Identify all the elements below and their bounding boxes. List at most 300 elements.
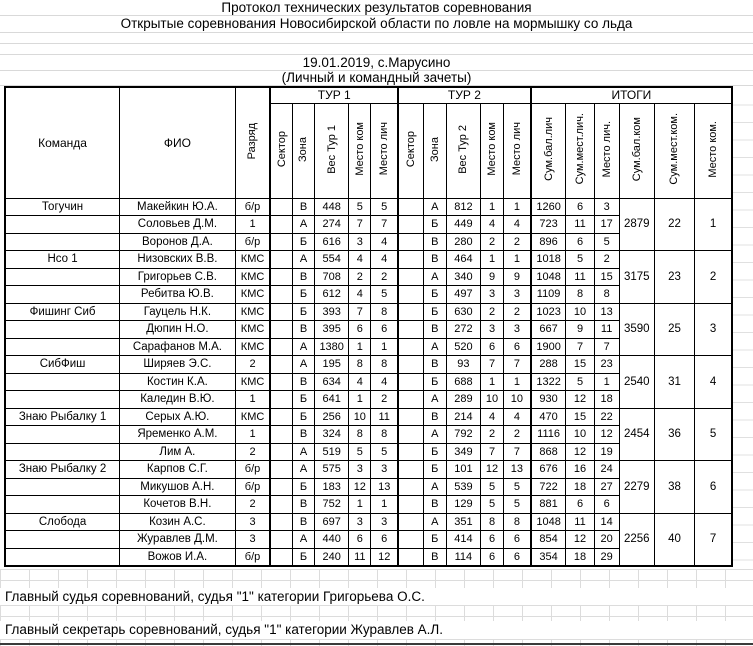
t1-sector-cell <box>270 548 292 566</box>
team-name-cell <box>5 478 120 496</box>
t2-place-team-cell: 7 <box>480 443 503 461</box>
fio-cell: Козин А.С. <box>120 513 236 531</box>
t1-weight-cell: 1380 <box>315 338 349 356</box>
fio-cell: Яременко А.М. <box>120 426 236 444</box>
t2-place-team-cell: 5 <box>480 478 503 496</box>
t2-place-team-cell: 10 <box>480 391 503 409</box>
t2-sector-cell <box>398 461 423 479</box>
t2-place-personal-cell: 13 <box>504 461 531 479</box>
t2-sector-cell <box>398 216 423 234</box>
team-name-cell: Тогучин <box>5 198 120 216</box>
t1-place-team-cell: 3 <box>349 461 371 479</box>
t1-zone-cell: А <box>292 251 314 269</box>
t2-place-personal-cell: 2 <box>504 426 531 444</box>
place-cell: 13 <box>594 303 619 321</box>
result-row <box>5 513 732 531</box>
t2-weight-cell: 129 <box>446 496 480 514</box>
team-name-cell <box>5 233 120 251</box>
t2-weight-cell: 289 <box>446 391 480 409</box>
fio-cell: Григорьев С.В. <box>120 268 236 286</box>
t1-place-team-cell: 4 <box>349 286 371 304</box>
t1-place-personal-cell: 2 <box>371 268 398 286</box>
t2-sector-cell <box>398 268 423 286</box>
t1-zone-cell: А <box>292 461 314 479</box>
t2-place-personal-cell: 5 <box>504 496 531 514</box>
t2-place-personal-cell: 6 <box>504 548 531 566</box>
t2-place-personal-cell: 3 <box>504 286 531 304</box>
t2-place-team-cell: 1 <box>480 373 503 391</box>
sum-places-cell: 6 <box>566 233 594 251</box>
team-sum-score-cell: 2454 <box>619 408 654 461</box>
sum-score-cell: 1018 <box>531 251 566 269</box>
t2-weight-cell: 214 <box>446 408 480 426</box>
rank-cell: 3 <box>235 513 270 531</box>
t1-zone-cell: В <box>292 321 314 339</box>
team-name-cell <box>5 443 120 461</box>
t2-sector-cell <box>398 251 423 269</box>
col-header-sum-places-team: Сум.мест.ком. <box>654 103 694 198</box>
t2-weight-cell: 272 <box>446 321 480 339</box>
bottom-border-line <box>0 643 753 645</box>
t2-weight-cell: 280 <box>446 233 480 251</box>
t1-place-personal-cell: 12 <box>371 548 398 566</box>
t2-sector-cell <box>398 443 423 461</box>
team-sum-places-cell: 23 <box>654 251 694 304</box>
rank-cell: 1 <box>235 216 270 234</box>
t2-place-personal-cell: 4 <box>504 408 531 426</box>
t2-place-team-cell: 12 <box>480 461 503 479</box>
fio-cell: Макейкин Ю.А. <box>120 198 236 216</box>
col-header-team: Команда <box>5 87 120 198</box>
t1-sector-cell <box>270 233 292 251</box>
col-header-t2-place-team: Место ком <box>480 103 503 198</box>
t2-weight-cell: 340 <box>446 268 480 286</box>
sum-score-cell: 1116 <box>531 426 566 444</box>
t1-place-personal-cell: 8 <box>371 303 398 321</box>
t1-zone-cell: А <box>292 216 314 234</box>
sum-score-cell: 1048 <box>531 513 566 531</box>
col-header-place-team: Место ком. <box>695 103 732 198</box>
col-header-t1-weight: Вес Тур 1 <box>315 103 349 198</box>
t2-sector-cell <box>398 478 423 496</box>
results-tbody <box>5 198 732 566</box>
t1-zone-cell: В <box>292 373 314 391</box>
group-header-tour2: ТУР 2 <box>398 87 531 103</box>
sum-score-cell: 1048 <box>531 268 566 286</box>
t1-place-personal-cell: 5 <box>371 198 398 216</box>
t2-sector-cell <box>398 408 423 426</box>
t2-sector-cell <box>398 548 423 566</box>
t1-place-personal-cell: 1 <box>371 496 398 514</box>
t2-place-team-cell: 6 <box>480 338 503 356</box>
rank-cell: КМС <box>235 373 270 391</box>
t2-sector-cell <box>398 338 423 356</box>
t1-sector-cell <box>270 443 292 461</box>
result-row <box>5 198 732 216</box>
t2-sector-cell <box>398 373 423 391</box>
t1-weight-cell: 393 <box>315 303 349 321</box>
t1-sector-cell <box>270 268 292 286</box>
sum-places-cell: 12 <box>566 443 594 461</box>
sum-places-cell: 8 <box>566 286 594 304</box>
rank-cell: 2 <box>235 356 270 374</box>
t1-sector-cell <box>270 216 292 234</box>
t1-weight-cell: 440 <box>315 531 349 549</box>
col-header-t1-place-team: Место ком <box>349 103 371 198</box>
t1-zone-cell: В <box>292 268 314 286</box>
rank-cell: КМС <box>235 251 270 269</box>
t2-zone-cell: А <box>423 198 446 216</box>
t1-weight-cell: 195 <box>315 356 349 374</box>
t1-place-team-cell: 12 <box>349 478 371 496</box>
results-table <box>4 86 733 567</box>
team-place-cell: 7 <box>695 513 732 566</box>
t2-place-team-cell: 6 <box>480 531 503 549</box>
t2-weight-cell: 812 <box>446 198 480 216</box>
t1-sector-cell <box>270 286 292 304</box>
fio-cell: Кочетов В.Н. <box>120 496 236 514</box>
t2-place-team-cell: 3 <box>480 286 503 304</box>
team-place-cell: 6 <box>695 461 732 514</box>
place-cell: 24 <box>594 461 619 479</box>
fio-cell: Костин К.А. <box>120 373 236 391</box>
t1-place-team-cell: 10 <box>349 408 371 426</box>
fio-cell: Дюпин Н.О. <box>120 321 236 339</box>
t1-place-personal-cell: 8 <box>371 356 398 374</box>
rank-cell: б/р <box>235 461 270 479</box>
t1-zone-cell: Б <box>292 286 314 304</box>
fio-cell: Серых А.Ю. <box>120 408 236 426</box>
t2-place-personal-cell: 3 <box>504 321 531 339</box>
t1-zone-cell: Б <box>292 478 314 496</box>
t1-place-personal-cell: 6 <box>371 321 398 339</box>
team-name-cell: Фишинг Сиб <box>5 303 120 321</box>
t2-place-team-cell: 1 <box>480 198 503 216</box>
t1-place-team-cell: 5 <box>349 443 371 461</box>
sum-places-cell: 16 <box>566 461 594 479</box>
t1-sector-cell <box>270 356 292 374</box>
t1-place-personal-cell: 4 <box>371 373 398 391</box>
t2-sector-cell <box>398 356 423 374</box>
fio-cell: Журавлев Д.М. <box>120 531 236 549</box>
team-name-cell: Знаю Рыбалку 1 <box>5 408 120 426</box>
sum-score-cell: 354 <box>531 548 566 566</box>
t1-sector-cell <box>270 531 292 549</box>
t2-weight-cell: 101 <box>446 461 480 479</box>
t2-zone-cell: Б <box>423 531 446 549</box>
t2-place-personal-cell: 4 <box>504 216 531 234</box>
rank-cell: КМС <box>235 338 270 356</box>
sum-score-cell: 470 <box>531 408 566 426</box>
sum-score-cell: 1023 <box>531 303 566 321</box>
team-sum-score-cell: 2256 <box>619 513 654 566</box>
t2-place-team-cell: 3 <box>480 321 503 339</box>
t1-place-personal-cell: 8 <box>371 426 398 444</box>
t2-place-personal-cell: 2 <box>504 303 531 321</box>
t1-sector-cell <box>270 321 292 339</box>
t2-zone-cell: В <box>423 496 446 514</box>
sum-places-cell: 15 <box>566 408 594 426</box>
t1-weight-cell: 697 <box>315 513 349 531</box>
t2-weight-cell: 497 <box>446 286 480 304</box>
fio-cell: Ребитва Ю.В. <box>120 286 236 304</box>
col-header-sum-score-personal: Сум.бал.лич <box>531 103 566 198</box>
sum-places-cell: 11 <box>566 216 594 234</box>
fio-cell: Ширяев Э.С. <box>120 356 236 374</box>
sum-places-cell: 15 <box>566 356 594 374</box>
rank-cell: б/р <box>235 548 270 566</box>
t2-sector-cell <box>398 198 423 216</box>
col-header-t2-zone: Зона <box>423 103 446 198</box>
t1-place-team-cell: 1 <box>349 338 371 356</box>
t1-zone-cell: Б <box>292 233 314 251</box>
t1-weight-cell: 274 <box>315 216 349 234</box>
sum-score-cell: 288 <box>531 356 566 374</box>
t2-place-personal-cell: 9 <box>504 268 531 286</box>
t2-zone-cell: В <box>423 408 446 426</box>
t2-place-personal-cell: 5 <box>504 478 531 496</box>
t1-place-team-cell: 3 <box>349 233 371 251</box>
t2-place-team-cell: 4 <box>480 408 503 426</box>
result-row <box>5 408 732 426</box>
blank-row <box>0 44 753 55</box>
team-sum-score-cell: 2879 <box>619 198 654 251</box>
t1-weight-cell: 752 <box>315 496 349 514</box>
group-header-tour1: ТУР 1 <box>270 87 398 103</box>
t1-sector-cell <box>270 513 292 531</box>
t1-place-team-cell: 2 <box>349 268 371 286</box>
col-header-t1-sector: Сектор <box>270 103 292 198</box>
t2-weight-cell: 351 <box>446 513 480 531</box>
t1-weight-cell: 395 <box>315 321 349 339</box>
t1-place-team-cell: 4 <box>349 373 371 391</box>
footer-area <box>0 569 753 646</box>
sum-places-cell: 5 <box>566 373 594 391</box>
t1-place-personal-cell: 5 <box>371 286 398 304</box>
t2-zone-cell: Б <box>423 303 446 321</box>
team-sum-places-cell: 22 <box>654 198 694 251</box>
t1-sector-cell <box>270 496 292 514</box>
t1-place-team-cell: 7 <box>349 216 371 234</box>
team-name-cell <box>5 548 120 566</box>
t2-zone-cell: А <box>423 513 446 531</box>
sum-score-cell: 1900 <box>531 338 566 356</box>
t1-place-team-cell: 8 <box>349 426 371 444</box>
rank-cell: КМС <box>235 268 270 286</box>
t1-zone-cell: В <box>292 198 314 216</box>
rank-cell: б/р <box>235 233 270 251</box>
sum-places-cell: 12 <box>566 531 594 549</box>
t1-sector-cell <box>270 461 292 479</box>
fio-cell: Карпов С.Г. <box>120 461 236 479</box>
team-place-cell: 2 <box>695 251 732 304</box>
t2-weight-cell: 688 <box>446 373 480 391</box>
t1-place-team-cell: 5 <box>349 198 371 216</box>
t2-place-team-cell: 8 <box>480 513 503 531</box>
place-cell: 12 <box>594 426 619 444</box>
t2-zone-cell: Б <box>423 286 446 304</box>
result-row <box>5 303 732 321</box>
rank-cell: 3 <box>235 531 270 549</box>
t1-weight-cell: 519 <box>315 443 349 461</box>
t1-weight-cell: 575 <box>315 461 349 479</box>
rank-cell: б/р <box>235 478 270 496</box>
team-name-cell <box>5 216 120 234</box>
rank-cell: 1 <box>235 391 270 409</box>
t1-place-team-cell: 3 <box>349 513 371 531</box>
t1-zone-cell: В <box>292 426 314 444</box>
sum-score-cell: 1322 <box>531 373 566 391</box>
t1-zone-cell: Б <box>292 391 314 409</box>
t2-sector-cell <box>398 286 423 304</box>
t1-zone-cell: А <box>292 531 314 549</box>
team-name-cell <box>5 268 120 286</box>
t1-sector-cell <box>270 426 292 444</box>
t1-weight-cell: 641 <box>315 391 349 409</box>
place-cell: 15 <box>594 268 619 286</box>
t1-weight-cell: 554 <box>315 251 349 269</box>
spreadsheet-grid-strip <box>0 569 753 588</box>
t1-zone-cell: Б <box>292 303 314 321</box>
t1-sector-cell <box>270 251 292 269</box>
t2-place-personal-cell: 1 <box>504 373 531 391</box>
t2-weight-cell: 630 <box>446 303 480 321</box>
col-header-sum-score-team: Сум.бал.ком <box>619 103 654 198</box>
t1-weight-cell: 634 <box>315 373 349 391</box>
t1-zone-cell: А <box>292 356 314 374</box>
team-place-cell: 1 <box>695 198 732 251</box>
team-sum-places-cell: 36 <box>654 408 694 461</box>
sum-places-cell: 18 <box>566 548 594 566</box>
result-row <box>5 251 732 269</box>
place-cell: 11 <box>594 321 619 339</box>
date-location: 19.01.2019, с.Марусино <box>0 55 753 71</box>
place-cell: 8 <box>594 286 619 304</box>
t2-place-team-cell: 2 <box>480 303 503 321</box>
place-cell: 7 <box>594 338 619 356</box>
rank-cell: КМС <box>235 286 270 304</box>
t2-place-personal-cell: 7 <box>504 443 531 461</box>
blank-row <box>0 33 753 44</box>
place-cell: 3 <box>594 198 619 216</box>
sum-places-cell: 5 <box>566 251 594 269</box>
t2-place-team-cell: 2 <box>480 426 503 444</box>
place-cell: 29 <box>594 548 619 566</box>
t1-weight-cell: 240 <box>315 548 349 566</box>
place-cell: 22 <box>594 408 619 426</box>
col-header-t1-place-personal: Место лич <box>371 103 398 198</box>
rank-cell: 2 <box>235 443 270 461</box>
col-header-t1-zone: Зона <box>292 103 314 198</box>
team-name-cell <box>5 391 120 409</box>
t1-place-personal-cell: 5 <box>371 443 398 461</box>
t1-weight-cell: 256 <box>315 408 349 426</box>
t1-zone-cell: В <box>292 496 314 514</box>
sum-places-cell: 6 <box>566 198 594 216</box>
t2-zone-cell: В <box>423 548 446 566</box>
t2-zone-cell: А <box>423 338 446 356</box>
chief-secretary-line: Главный секретарь соревнований, судья "1" категории Журавлев А.Л. <box>0 621 753 639</box>
t1-place-personal-cell: 4 <box>371 251 398 269</box>
place-cell: 20 <box>594 531 619 549</box>
place-cell: 19 <box>594 443 619 461</box>
team-place-cell: 3 <box>695 303 732 356</box>
team-name-cell <box>5 286 120 304</box>
t2-zone-cell: А <box>423 478 446 496</box>
t1-place-team-cell: 1 <box>349 391 371 409</box>
sum-score-cell: 868 <box>531 443 566 461</box>
sum-score-cell: 896 <box>531 233 566 251</box>
result-row <box>5 356 732 374</box>
sum-score-cell: 854 <box>531 531 566 549</box>
t1-place-personal-cell: 2 <box>371 391 398 409</box>
t1-zone-cell: А <box>292 338 314 356</box>
team-sum-places-cell: 25 <box>654 303 694 356</box>
spreadsheet-grid-strip <box>0 605 753 621</box>
t1-place-team-cell: 6 <box>349 531 371 549</box>
team-name-cell <box>5 338 120 356</box>
place-cell: 1 <box>594 373 619 391</box>
t1-zone-cell: В <box>292 513 314 531</box>
t2-sector-cell <box>398 426 423 444</box>
team-place-cell: 4 <box>695 356 732 409</box>
t1-weight-cell: 324 <box>315 426 349 444</box>
sum-score-cell: 667 <box>531 321 566 339</box>
t2-zone-cell: А <box>423 391 446 409</box>
protocol-title: Протокол технических результатов соревнования <box>0 0 753 16</box>
t1-place-personal-cell: 3 <box>371 513 398 531</box>
team-name-cell: Нсо 1 <box>5 251 120 269</box>
header-group-row <box>5 87 732 103</box>
t1-weight-cell: 708 <box>315 268 349 286</box>
t1-weight-cell: 448 <box>315 198 349 216</box>
t1-sector-cell <box>270 373 292 391</box>
sum-places-cell: 7 <box>566 338 594 356</box>
t2-weight-cell: 93 <box>446 356 480 374</box>
t1-place-personal-cell: 4 <box>371 233 398 251</box>
t2-place-team-cell: 4 <box>480 216 503 234</box>
fio-cell: Каледин В.Ю. <box>120 391 236 409</box>
t1-zone-cell: Б <box>292 408 314 426</box>
fio-cell: Низовских В.В. <box>120 251 236 269</box>
sum-places-cell: 11 <box>566 513 594 531</box>
place-cell: 5 <box>594 233 619 251</box>
table-header <box>5 87 732 198</box>
rank-cell: КМС <box>235 303 270 321</box>
t2-zone-cell: А <box>423 426 446 444</box>
t2-place-personal-cell: 6 <box>504 531 531 549</box>
sum-places-cell: 18 <box>566 478 594 496</box>
t1-place-personal-cell: 1 <box>371 338 398 356</box>
subtitle: (Личный и командный зачеты) <box>0 71 753 86</box>
t2-weight-cell: 414 <box>446 531 480 549</box>
team-name-cell: Знаю Рыбалку 2 <box>5 461 120 479</box>
t2-sector-cell <box>398 496 423 514</box>
t1-place-team-cell: 6 <box>349 321 371 339</box>
t2-place-team-cell: 1 <box>480 251 503 269</box>
t2-place-personal-cell: 6 <box>504 338 531 356</box>
group-header-totals: ИТОГИ <box>531 87 732 103</box>
team-sum-score-cell: 3175 <box>619 251 654 304</box>
sum-score-cell: 1109 <box>531 286 566 304</box>
sum-places-cell: 9 <box>566 321 594 339</box>
t1-zone-cell: А <box>292 443 314 461</box>
t2-weight-cell: 792 <box>446 426 480 444</box>
sum-score-cell: 722 <box>531 478 566 496</box>
place-cell: 27 <box>594 478 619 496</box>
t2-place-team-cell: 9 <box>480 268 503 286</box>
t2-sector-cell <box>398 321 423 339</box>
